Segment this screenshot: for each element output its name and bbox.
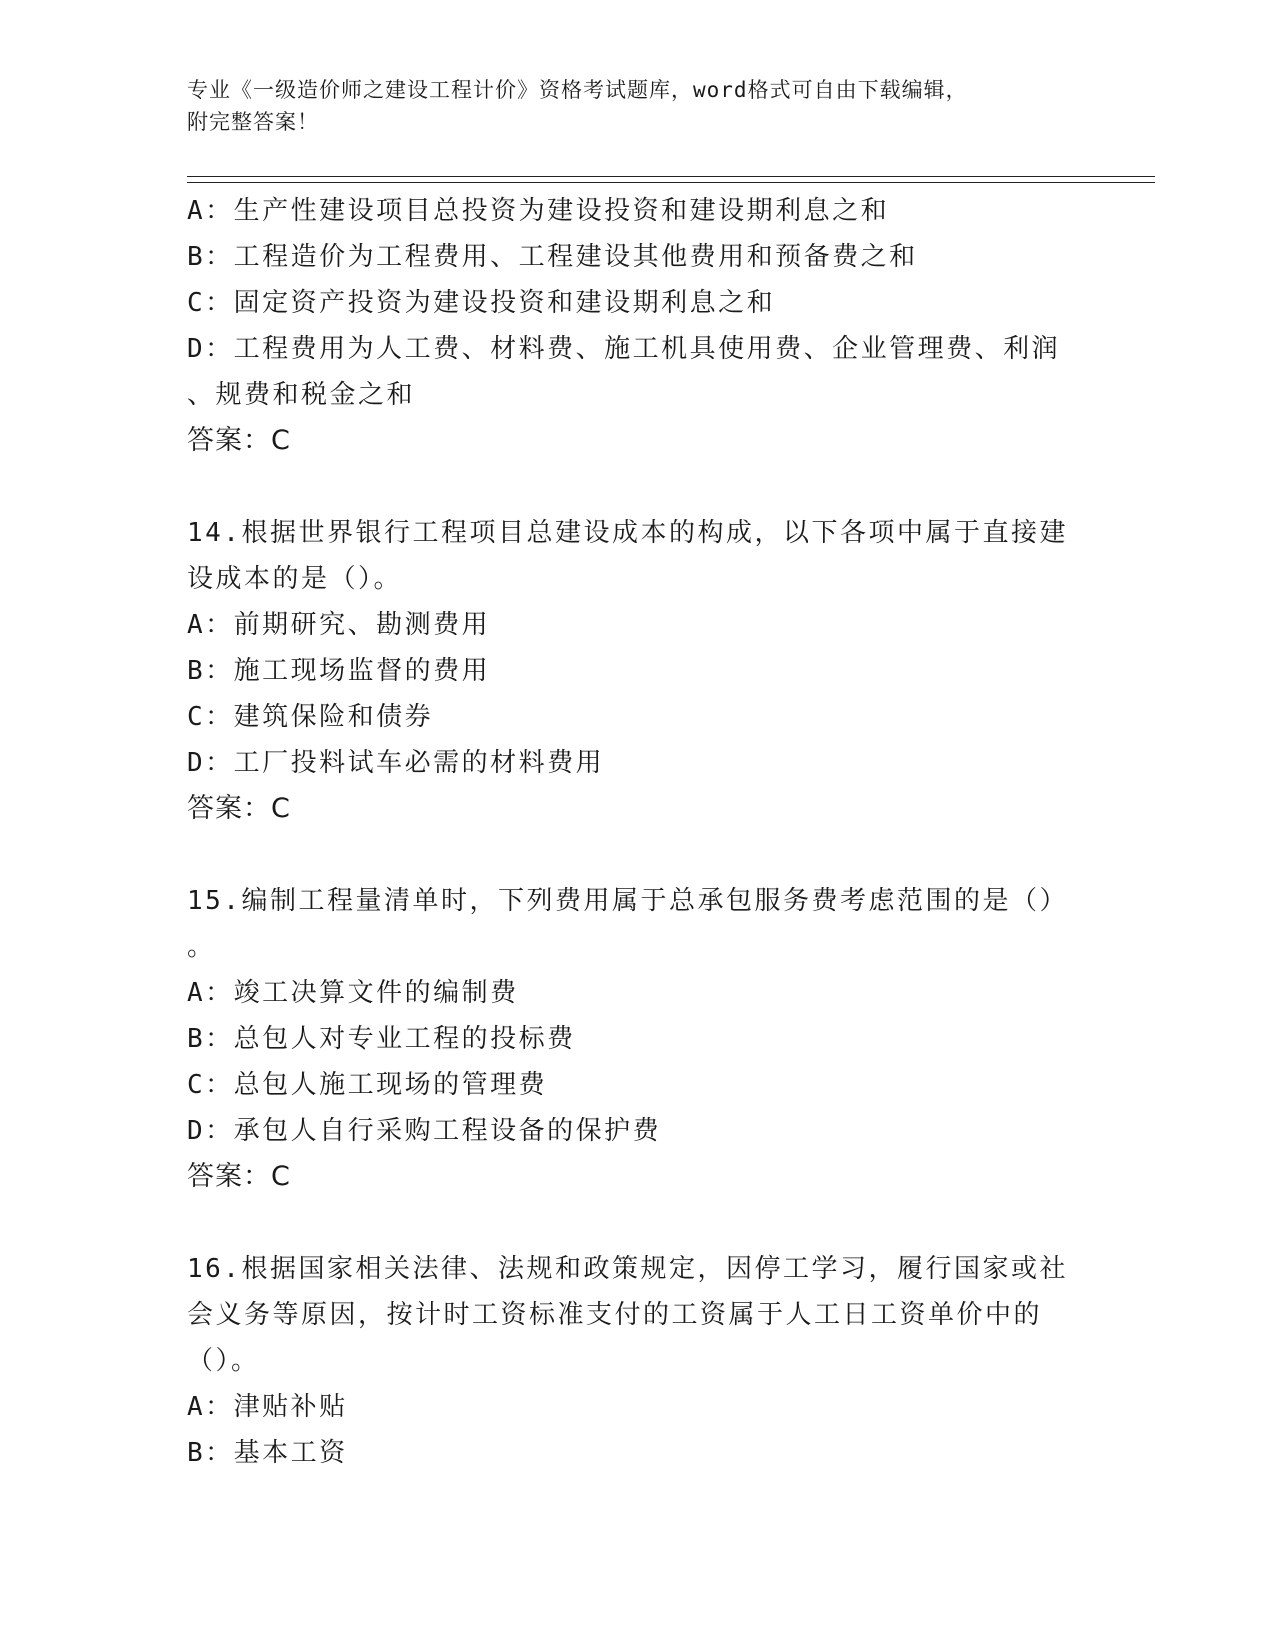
option-b: B：基本工资 bbox=[187, 1438, 348, 1468]
option-b: B：施工现场监督的费用 bbox=[187, 656, 491, 686]
option-c: C：固定资产投资为建设投资和建设期利息之和 bbox=[187, 288, 776, 318]
option-a: A：津贴补贴 bbox=[187, 1392, 348, 1422]
question-stem: 16.根据国家相关法律、法规和政策规定，因停工学习，履行国家或社 bbox=[187, 1254, 1068, 1284]
spacer bbox=[187, 832, 1087, 878]
question-stem: 14.根据世界银行工程项目总建设成本的构成，以下各项中属于直接建 bbox=[187, 518, 1068, 548]
question-14 bbox=[187, 510, 1087, 832]
option-b: B：总包人对专业工程的投标费 bbox=[187, 1024, 576, 1054]
answer: 答案：C bbox=[187, 425, 291, 456]
header-divider-top bbox=[187, 176, 1155, 177]
question-stem: 15.编制工程量清单时，下列费用属于总承包服务费考虑范围的是（） bbox=[187, 886, 1068, 916]
answer: 答案：C bbox=[187, 793, 291, 824]
option-a: A：竣工决算文件的编制费 bbox=[187, 978, 519, 1008]
option-c: C：建筑保险和债券 bbox=[187, 702, 434, 732]
option-a: A：前期研究、勘测费用 bbox=[187, 610, 491, 640]
spacer bbox=[187, 464, 1087, 510]
option-d: D：工程费用为人工费、材料费、施工机具使用费、企业管理费、利润 bbox=[187, 334, 1061, 364]
option-b: B：工程造价为工程费用、工程建设其他费用和预备费之和 bbox=[187, 242, 918, 272]
answer: 答案：C bbox=[187, 1161, 291, 1192]
question-stem-continued: 设成本的是（）。 bbox=[187, 564, 403, 594]
question-16 bbox=[187, 1246, 1087, 1476]
option-c: C：总包人施工现场的管理费 bbox=[187, 1070, 548, 1100]
question-stem-continued: 。 bbox=[187, 932, 216, 962]
document-header bbox=[187, 74, 1067, 138]
option-d-continued: 、规费和税金之和 bbox=[187, 380, 416, 410]
question-15 bbox=[187, 878, 1087, 1200]
question-stem-continued: （）。 bbox=[187, 1346, 260, 1376]
spacer bbox=[187, 1200, 1087, 1246]
option-a: A：生产性建设项目总投资为建设投资和建设期利息之和 bbox=[187, 196, 890, 226]
question-list bbox=[187, 188, 1087, 1476]
question-stem-continued: 会义务等原因，按计时工资标准支付的工资属于人工日工资单价中的 bbox=[187, 1300, 1043, 1330]
header-line-2: 附完整答案！ bbox=[187, 110, 319, 134]
header-line-1: 专业《一级造价师之建设工程计价》资格考试题库，word格式可自由下载编辑， bbox=[187, 78, 968, 102]
option-d: D：工厂投料试车必需的材料费用 bbox=[187, 748, 605, 778]
header-divider-bottom bbox=[187, 182, 1155, 183]
option-d: D：承包人自行采购工程设备的保护费 bbox=[187, 1116, 662, 1146]
question-13 bbox=[187, 188, 1087, 464]
